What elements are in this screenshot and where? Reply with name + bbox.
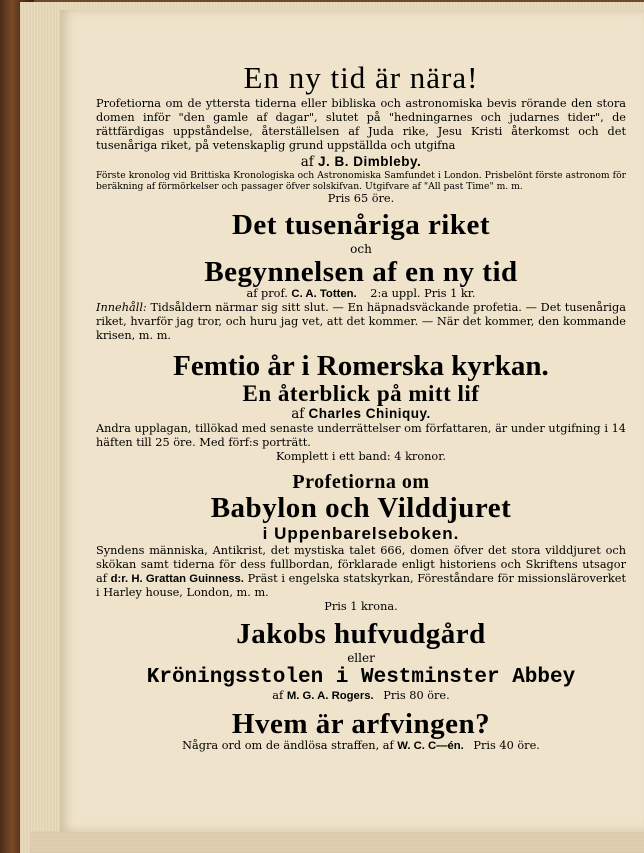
ad-femtio-ar [96, 351, 626, 464]
price-hvem: Pris 40 öre. [473, 739, 540, 753]
page-edges-bottom [30, 831, 644, 853]
author-prefix: af [272, 688, 284, 702]
author-guinness: d:r. H. Grattan Guinness. [110, 573, 244, 586]
ad-hvem-ar-arfvingen [96, 709, 626, 754]
desc-text-after: Präst i engelska statskyrkan, Föreståndare för missionsläroverket i Harley house, London, m. m. [96, 572, 627, 600]
description-en-ny-tid: Profetiorna om de yttersta tiderna eller bibliska och astronomiska bevis rörande den stora domen inför "den gamle af dagar", slutet på "hedningarnes och judarnes tider", de rättfärdigas uppståndelse, återställelsen af Juda rike, Jesu Kristi återkomst och det tusenåriga riket, på vetenskaplig grund uppställda och utgifna [96, 96, 626, 152]
conjunction-och: och [350, 241, 372, 256]
pretitle-profetiorna: Profetiorna om [292, 471, 430, 494]
contents-label: Innehåll: [96, 301, 147, 315]
subtitle-uppenbarelseboken: i Uppenbarelseboken. [262, 523, 460, 543]
author-prefix: af [291, 406, 305, 423]
conjunction-eller: eller [347, 650, 375, 665]
title-jakobs: Jakobs hufvudgård [236, 618, 486, 651]
title-tusenariga-riket: Det tusenåriga riket [231, 209, 491, 242]
author-name: C. A. Totten. [291, 288, 357, 301]
author-name: W. C. C—én. [397, 740, 464, 753]
title-begynnelsen: Begynnelsen af en ny tid [204, 255, 518, 288]
description-hvem [96, 739, 626, 753]
author-chiniquy [96, 406, 626, 422]
ad-en-ny-tid [96, 62, 626, 206]
edition-price: 2:a uppl. Pris 1 kr. [370, 287, 476, 301]
description-femtio-ar: Andra upplagan, tillökad med senaste underrättelser om författaren, är under utgifning i 14 häften till 25 öre. Med förf:s porträtt. [96, 422, 626, 450]
ad-babylon [96, 471, 626, 614]
ad-jakobs-hufvudgard [96, 619, 626, 703]
author-name: M. G. A. Rogers. [286, 689, 374, 702]
author-prefix: af [300, 153, 314, 170]
author-prefix: af prof. [246, 287, 288, 301]
description-babylon [96, 544, 626, 600]
title-kroningsstolen: Kröningsstolen i Westminster Abbey [146, 665, 576, 689]
author-rogers [96, 689, 626, 703]
contents-text: Tidsåldern närmar sig sitt slut. — En häpnadsväckande profetia. — Det tusenåriga riket, hvarför jag tror, och huru jag vet, att det kommer. — När det kommer, den kommande krisen, m. m. [96, 301, 626, 343]
price-babylon: Pris 1 krona. [324, 600, 398, 614]
price-en-ny-tid: Pris 65 öre. [327, 192, 395, 206]
title-femtio-ar: Femtio år i Romerska kyrkan. [173, 350, 549, 383]
contents-tusenariga [96, 301, 626, 343]
title-hvem-ar-arfvingen: Hvem är arfvingen? [231, 708, 491, 740]
author-credentials: Förste kronolog vid Brittiska Kronologiska och Astronomiska Samfundet i London. Prisbelönt förste astronom för beräkning af förmörkelser och passager öfver solskifvan. Utgifvare af "All past Time" m. m. [96, 169, 626, 193]
advertisement-page-content [96, 20, 626, 754]
author-name: Charles Chiniquy. [308, 406, 431, 422]
ad-tusenariga-riket [96, 210, 626, 343]
subtitle-aterblick: En återblick på mitt lif [242, 380, 480, 406]
author-name: J. B. Dimbleby. [318, 153, 422, 169]
price-jakobs: Pris 80 öre. [383, 688, 450, 702]
desc-text: Syndens människa, Antikrist, det mystiska talet 666, domen öfver det stora vilddjuret och skökan samt tiderna för dess fullbordan, förklarade enligt historiens och Skriftens utsagor af [96, 543, 626, 586]
desc-text: Några ord om de ändlösa straffen, af [182, 739, 394, 753]
author-totten [96, 287, 626, 301]
author-dimbleby [96, 154, 626, 170]
title-en-ny-tid: En ny tid är nära! [243, 60, 479, 95]
complete-edition: Komplett i ett band: 4 kronor. [276, 450, 446, 464]
title-babylon: Babylon och Vilddjuret [210, 492, 512, 525]
